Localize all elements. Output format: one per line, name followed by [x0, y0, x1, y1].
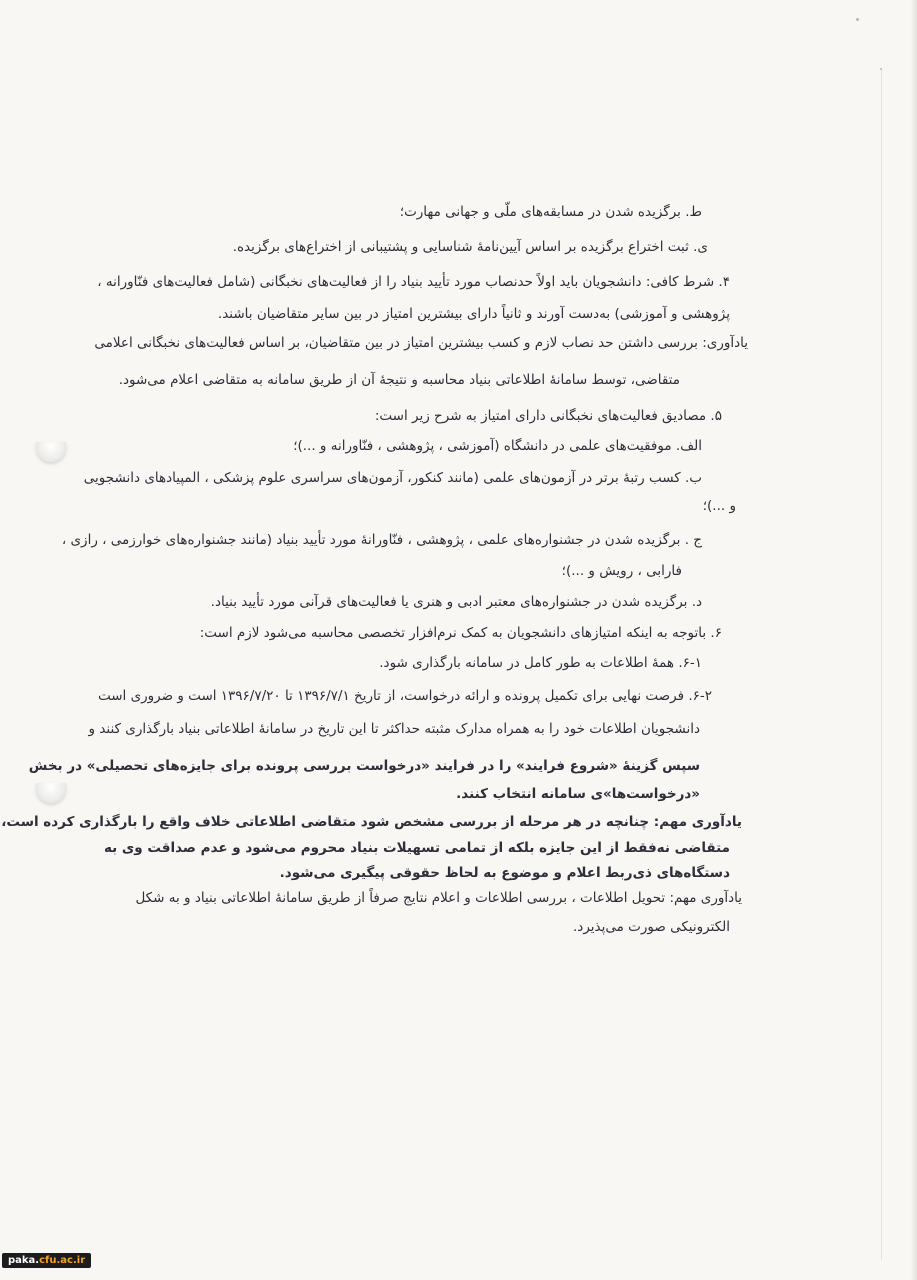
page-edge-shadow: [911, 0, 917, 1280]
scan-speck: [856, 18, 859, 21]
item-6-2-cont-3: «درخواست‌ها»ی سامانه انتخاب کنند.: [456, 786, 700, 802]
note-reminder-1-cont: متقاضی، توسط سامانۀ اطلاعاتی بنیاد محاسبه و نتیجۀ آن از طریق سامانه به متقاضی اعلام می‌شود.: [118, 372, 680, 388]
punch-hole-icon: [36, 783, 66, 803]
item-6-2-cont-1: دانشجویان اطلاعات خود را به همراه مدارک مثبته حداکثر تا این تاریخ در سامانۀ اطلاعاتی بنیاد بارگذاری کنند و: [88, 721, 700, 737]
fold-line: [881, 70, 882, 1260]
item-5-alef: الف. موفقیت‌های علمی در دانشگاه (آموزشی ، پژوهشی ، فنّاورانه و ...)؛: [293, 438, 702, 454]
site-watermark: paka.cfu.ac.ir: [2, 1253, 91, 1268]
item-6-2-cont-2: سپس گزینۀ «شروع فرایند» را در فرایند «درخواست بررسی پرونده برای جایزه‌های تحصیلی» در بخش: [28, 758, 700, 774]
note-important-2: یادآوری مهم: تحویل اطلاعات ، بررسی اطلاعات و اعلام نتایج صرفاً از طریق سامانۀ اطلاعاتی بنیاد و به شکل: [135, 890, 742, 906]
scan-speck: [880, 68, 882, 70]
item-6-1: ۶-۱. همۀ اطلاعات به طور کامل در سامانه بارگذاری شود.: [379, 655, 702, 671]
item-5-be: ب. کسب رتبۀ برتر در آزمون‌های علمی (مانند کنکور، آزمون‌های سراسری علوم پزشکی ، المپیادهای دانشجویی: [83, 470, 702, 486]
item-5-be-cont: و ...)؛: [702, 498, 736, 514]
item-ta: ط. برگزیده شدن در مسابقه‌های ملّی و جهانی مهارت؛: [399, 204, 702, 220]
note-important-2-cont: الکترونیکی صورت می‌پذیرد.: [573, 919, 730, 935]
note-important-1-cont-1: متقاضی نه‌فقط از این جایزه بلکه از تمامی تسهیلات بنیاد محروم می‌شود و عدم صداقت وی به: [103, 840, 730, 856]
item-5-heading: ۵. مصادیق فعالیت‌های نخبگانی دارای امتیاز به شرح زیر است:: [374, 408, 722, 424]
note-reminder-1: یادآوری: بررسی داشتن حد نصاب لازم و کسب بیشترین امتیاز در بین متقاضیان، بر اساس فعالیت‌های نخبگانی اعلامی: [94, 335, 748, 351]
item-5-jim: ج . برگزیده شدن در جشنواره‌های علمی ، پژوهشی ، فنّاورانۀ مورد تأیید بنیاد (مانند جشنواره‌های خوارزمی ، رازی ،: [61, 532, 702, 548]
item-6-2: ۶-۲. فرصت نهایی برای تکمیل پرونده و ارائه درخواست، از تاریخ ۱۳۹۶/۷/۱ تا ۱۳۹۶/۷/۲۰ است و ضروری است: [97, 688, 712, 704]
item-5-jim-cont: فارابی ، رویش و ...)؛: [561, 563, 682, 579]
note-important-1: یادآوری مهم: چنانچه در هر مرحله از بررسی مشخص شود متقاضی اطلاعاتی خلاف واقع را بارگذاری کرده است،: [1, 814, 742, 830]
item-4-condition-cont: پژوهشی و آموزشی) به‌دست آورند و ثانیاً دارای بیشترین امتیاز در بین سایر متقاضیان باشند.: [217, 306, 730, 322]
item-4-condition: ۴. شرط کافی: دانشجویان باید اولاً حدنصاب مورد تأیید بنیاد را از فعالیت‌های نخبگانی (شامل فعالیت‌های فنّاورانه ،: [97, 274, 730, 290]
punch-hole-icon: [36, 442, 66, 462]
item-5-dal: د. برگزیده شدن در جشنواره‌های معتبر ادبی و هنری یا فعالیت‌های قرآنی مورد تأیید بنیاد.: [210, 594, 702, 610]
item-ye: ی. ثبت اختراع برگزیده بر اساس آیین‌نامۀ شناسایی و پشتیبانی از اختراع‌های برگزیده.: [232, 239, 708, 255]
item-6-heading: ۶. باتوجه به اینکه امتیازهای دانشجویان به کمک نرم‌افزار تخصصی محاسبه می‌شود لازم است:: [199, 625, 722, 641]
note-important-1-cont-2: دستگاه‌های ذی‌ربط اعلام و موضوع به لحاظ حقوقی پیگیری می‌شود.: [279, 865, 730, 881]
